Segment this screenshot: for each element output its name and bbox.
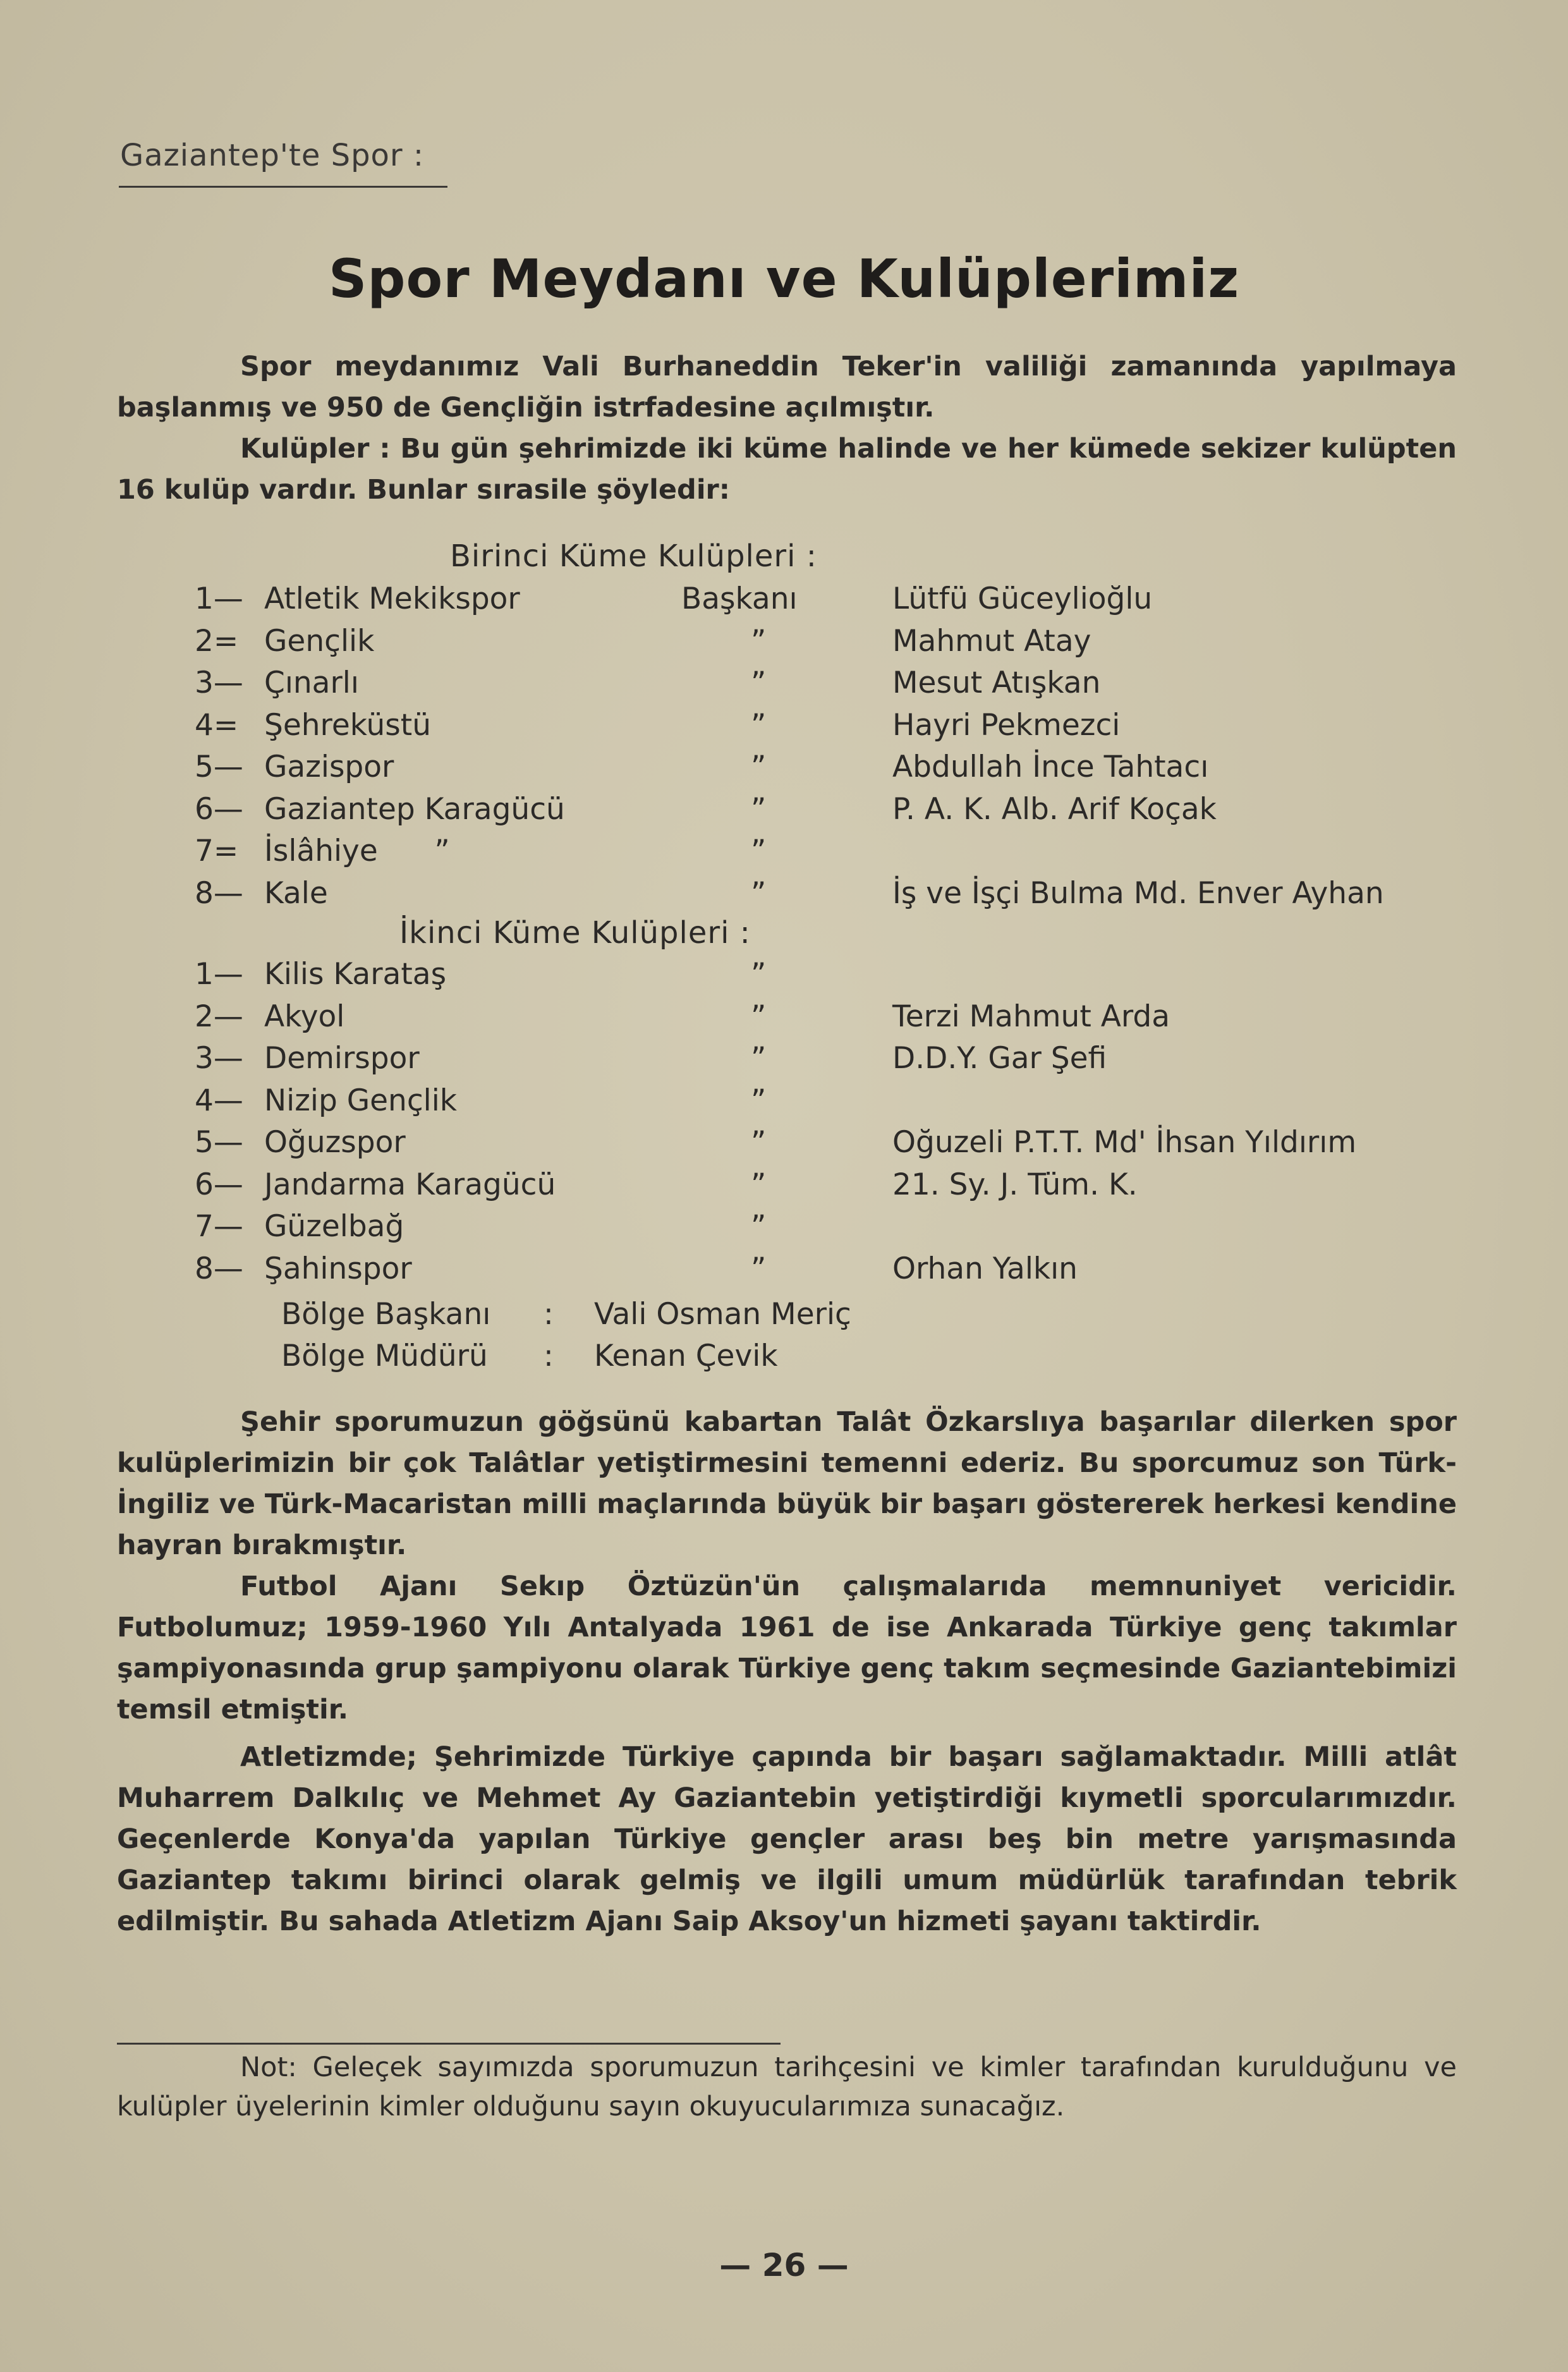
ditto-mark: ”	[751, 1167, 767, 1202]
club-number: 4=	[195, 707, 239, 743]
club-row	[0, 1167, 1568, 1209]
club-number: 7—	[195, 1209, 243, 1244]
intro-paragraph-2	[117, 429, 1457, 511]
ditto-mark: ”	[751, 1125, 767, 1160]
club-row	[0, 957, 1568, 999]
body-paragraph-1	[117, 1402, 1457, 1566]
club-president: Terzi Mahmut Arda	[892, 999, 1170, 1034]
club-name: Demirspor	[264, 1041, 420, 1076]
intro-paragraph-2-text: Kulüpler : Bu gün şehrimizde iki küme halinde ve her kümede sekizer kulüpten 16 kulüp vardır. Bunlar sırasile şöyledir:	[117, 433, 1457, 506]
club-number: 6—	[195, 1167, 243, 1202]
club-president: D.D.Y. Gar Şefi	[892, 1041, 1107, 1076]
club-row	[0, 834, 1568, 875]
club-president: İş ve İşçi Bulma Md. Enver Ayhan	[892, 875, 1384, 911]
club-president: Oğuzeli P.T.T. Md' İhsan Yıldırım	[892, 1125, 1357, 1160]
ditto-mark: ”	[751, 707, 767, 743]
club-name: Gazispor	[264, 750, 394, 784]
club-name: Şahinspor	[264, 1251, 412, 1286]
club-name: Oğuzspor	[264, 1125, 406, 1160]
club-president: P. A. K. Alb. Arif Koçak	[892, 791, 1217, 827]
ditto-mark: ”	[751, 999, 767, 1034]
page-title: Spor Meydanı ve Kulüplerimiz	[328, 248, 1240, 310]
club-number: 5—	[195, 1125, 243, 1160]
club-name: Akyol	[264, 999, 345, 1034]
club-president: Hayri Pekmezci	[892, 707, 1121, 743]
club-number: 5—	[195, 750, 243, 784]
club-row	[0, 792, 1568, 834]
ditto-mark: ”	[751, 1209, 767, 1244]
club-row	[0, 876, 1568, 918]
footnote	[117, 2048, 1457, 2126]
club-row	[0, 750, 1568, 791]
club-row	[0, 581, 1568, 623]
club-number: 2=	[195, 623, 239, 659]
ditto-mark: ”	[751, 834, 767, 868]
ditto-mark: ”	[751, 791, 767, 827]
club-name: Şehreküstü	[264, 707, 432, 743]
club-president: 21. Sy. J. Tüm. K.	[892, 1167, 1138, 1202]
body-paragraph-3	[117, 1737, 1457, 1942]
club-president: Mesut Atışkan	[892, 666, 1101, 700]
club-name: Kale	[264, 875, 328, 911]
club-number: 8—	[195, 1251, 243, 1286]
club-number: 8—	[195, 875, 243, 911]
club-row	[0, 1125, 1568, 1167]
first-league-heading: Birinci Küme Kulüpleri :	[450, 538, 817, 574]
official-colon: :	[544, 1339, 554, 1373]
club-number: 3—	[195, 666, 243, 700]
club-row	[0, 1251, 1568, 1293]
footnote-rule	[117, 2043, 781, 2045]
official-name: Vali Osman Meriç	[594, 1297, 851, 1332]
ditto-mark: ”	[751, 1041, 767, 1076]
club-row	[0, 708, 1568, 750]
club-president: Mahmut Atay	[892, 623, 1091, 659]
club-row	[0, 1209, 1568, 1251]
official-role: Bölge Başkanı	[281, 1297, 491, 1332]
club-number: 3—	[195, 1041, 243, 1076]
club-president: Lütfü Güceylioğlu	[892, 581, 1153, 616]
second-league-heading: İkinci Küme Kulüpleri :	[399, 915, 751, 951]
ditto-mark: ”	[751, 1251, 767, 1286]
club-name: Nizip Gençlik	[264, 1083, 458, 1118]
ditto-mark: ”	[751, 666, 767, 700]
ditto-mark: ”	[751, 623, 767, 659]
club-president: Abdullah İnce Tahtacı	[892, 750, 1209, 784]
club-number: 7=	[195, 834, 239, 868]
running-head-rule	[119, 186, 447, 188]
official-name: Kenan Çevik	[594, 1339, 778, 1373]
club-row	[0, 999, 1568, 1041]
running-head: Gaziantep'te Spor :	[120, 138, 425, 173]
club-name: Atletik Mekikspor	[264, 581, 520, 616]
intro-paragraph-1-text: Spor meydanımız Vali Burhaneddin Teker'in valiliği zamanında yapılmaya başlanmış ve 950 de Gençliğin istrfadesine açılmıştır.	[117, 351, 1457, 423]
club-row	[0, 666, 1568, 707]
body-paragraph-2-text: Futbol Ajanı Sekıp Öztüzün'ün çalışmalarıda memnuniyet vericidir. Futbolumuz; 1959-1960 Yılı Antalyada 1961 de ise Ankarada Türkiye genç takımlar şampiyonasında grup şampiyonu olarak Türkiye genç takım seçmesinde Gaziantebimizi temsil etmiştir.	[117, 1571, 1457, 1725]
official-colon: :	[544, 1297, 554, 1332]
body-paragraph-2	[117, 1566, 1457, 1730]
club-number: 2—	[195, 999, 243, 1034]
ditto-mark: ”	[751, 957, 767, 992]
club-name: İslâhiye ”	[264, 834, 450, 868]
ditto-mark: ”	[751, 875, 767, 911]
club-name: Kilis Karataş	[264, 957, 447, 992]
club-number: 1—	[195, 957, 243, 992]
ditto-mark: ”	[751, 750, 767, 784]
club-president: Orhan Yalkın	[892, 1251, 1078, 1286]
club-name: Güzelbağ	[264, 1209, 404, 1244]
club-number: 4—	[195, 1083, 243, 1118]
body-paragraph-3-text: Atletizmde; Şehrimizde Türkiye çapında bir başarı sağlamaktadır. Milli atlât Muharrem Dalkılıç ve Mehmet Ay Gaziantebin yetiştirdiği kıymetli sporcularımızdır. Geçenlerde Konya'da yapılan Türkiye gençler arası beş bin metre yarışmasında Gaziantep takımı birinci olarak gelmiş ve ilgili umum müdürlük tarafından tebrik edilmiştir. Bu sahada Atletizm Ajanı Saip Aksoy'un hizmeti şayanı taktirdir.	[117, 1741, 1457, 1937]
club-row	[0, 624, 1568, 666]
club-number: 1—	[195, 581, 243, 616]
page-number: — 26 —	[719, 2247, 849, 2284]
intro-paragraph-1	[117, 346, 1457, 429]
club-name: Jandarma Karagücü	[264, 1167, 556, 1202]
body-paragraph-1-text: Şehir sporumuzun göğsünü kabartan Talât Özkarslıya başarılar dilerken spor kulüplerimizin bir çok Talâtlar yetiştirmesini temenni ederiz. Bu sporcumuz son Türk-İngiliz ve Türk-Macaristan milli maçlarında büyük bir başarı göstererek herkesi kendine hayran bırakmıştır.	[117, 1406, 1457, 1561]
club-name: Çınarlı	[264, 666, 359, 700]
footnote-text: Not: Geleçek sayımızda sporumuzun tarihçesini ve kimler tarafından kurulduğunu ve kulüpler üyelerinin kimler olduğunu sayın okuyucularımıza sunacağız.	[117, 2052, 1457, 2122]
official-role: Bölge Müdürü	[281, 1339, 488, 1373]
club-number: 6—	[195, 791, 243, 827]
club-row	[0, 1041, 1568, 1083]
club-name: Gaziantep Karagücü	[264, 791, 565, 827]
club-row	[0, 1083, 1568, 1125]
president-column-header: Başkanı	[681, 581, 798, 616]
ditto-mark: ”	[751, 1083, 767, 1118]
club-name: Gençlik	[264, 623, 375, 659]
